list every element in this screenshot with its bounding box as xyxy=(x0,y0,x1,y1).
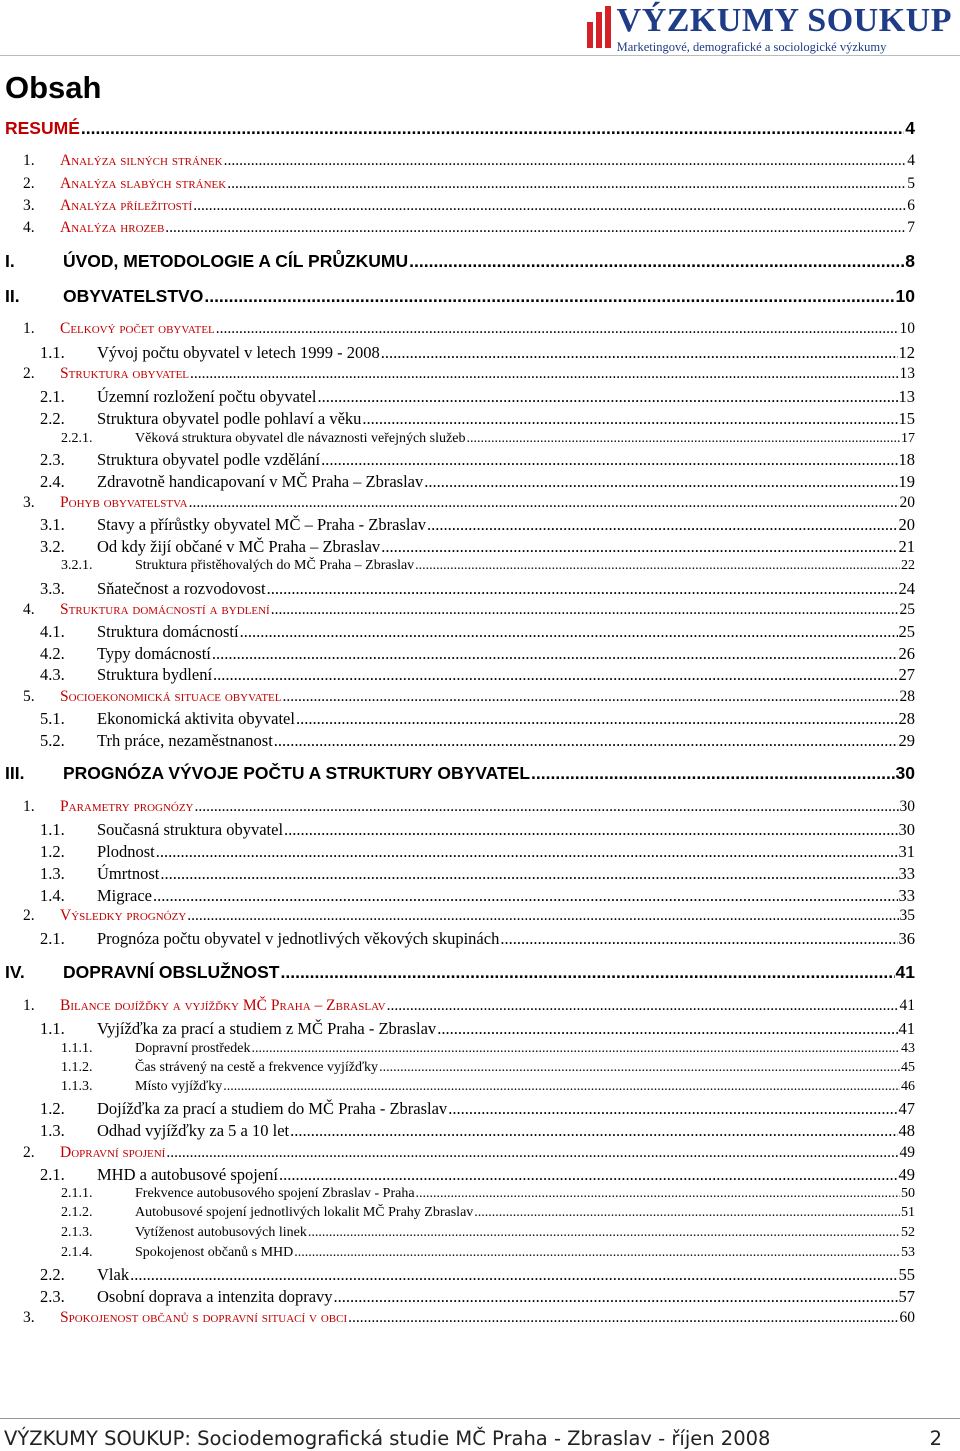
toc-entry-title: Frekvence autobusového spojení Zbraslav - Praha xyxy=(135,1186,415,1201)
toc-entry[interactable] xyxy=(0,450,915,470)
toc-entry[interactable] xyxy=(0,709,915,729)
toc-entry-number: 4. xyxy=(23,601,35,618)
toc-entry[interactable] xyxy=(0,763,915,784)
toc-entry-number: 1.1.2. xyxy=(61,1060,93,1075)
toc-entry-title: Analýza silných stránek xyxy=(60,152,223,169)
toc-entry-page: 49 xyxy=(899,1144,915,1161)
toc-dot-leader xyxy=(415,558,900,574)
toc-entry-title: ÚVOD, METODOLOGIE A CÍL PRŮZKUMU xyxy=(63,251,409,271)
toc-dot-leader xyxy=(466,431,900,447)
toc-entry-page: 53 xyxy=(901,1245,915,1260)
toc-entry-page: 17 xyxy=(901,431,915,446)
toc-entry-title: OBYVATELSTVO xyxy=(63,286,204,306)
toc-dot-leader xyxy=(531,763,895,784)
toc-entry[interactable] xyxy=(0,864,915,884)
toc-dot-leader xyxy=(308,1225,900,1241)
toc-entry-page: 46 xyxy=(901,1079,915,1094)
toc-entry-number: 3.3. xyxy=(40,579,65,598)
toc-entry-title: Vytíženost autobusových linek xyxy=(135,1225,307,1240)
toc-entry-page: 18 xyxy=(898,450,915,469)
toc-dot-leader xyxy=(156,842,898,862)
toc-dot-leader xyxy=(284,820,897,840)
toc-entry[interactable] xyxy=(0,1041,915,1057)
toc-entry-page: 25 xyxy=(899,601,915,618)
toc-entry[interactable] xyxy=(0,665,915,685)
toc-dot-leader xyxy=(448,1099,897,1119)
toc-entry-page: 51 xyxy=(901,1205,915,1220)
toc-entry-page: 7 xyxy=(907,219,915,236)
toc-entry-page: 33 xyxy=(898,886,915,905)
toc-entry[interactable] xyxy=(0,152,915,170)
toc-dot-leader xyxy=(427,515,897,535)
toc-entry-page: 47 xyxy=(898,1099,915,1118)
toc-entry-page: 10 xyxy=(899,320,915,337)
toc-entry-number: 2. xyxy=(23,907,35,924)
toc-entry-title: PROGNÓZA VÝVOJE POČTU A STRUKTURY OBYVATEL xyxy=(63,763,531,783)
toc-entry-title: Dopravní spojení xyxy=(60,1144,166,1161)
toc-dot-leader xyxy=(348,1309,898,1327)
toc-entry-page: 24 xyxy=(898,579,915,598)
toc-entry-page: 28 xyxy=(899,688,915,705)
toc-entry-title: Územní rozložení počtu obyvatel xyxy=(97,387,317,406)
toc-entry-number: 2.1.2. xyxy=(61,1205,93,1220)
toc-dot-leader xyxy=(227,175,906,193)
toc-entry[interactable] xyxy=(0,601,915,619)
toc-entry-page: 35 xyxy=(899,907,915,924)
toc-dot-leader xyxy=(296,709,898,729)
toc-entry-title: Pohyb obyvatelstva xyxy=(60,494,188,511)
toc-entry-page: 50 xyxy=(901,1186,915,1201)
toc-entry-title: Prognóza počtu obyvatel v jednotlivých věkových skupinách xyxy=(97,929,500,948)
toc-entry-number: 3. xyxy=(23,1309,35,1326)
toc-entry-page: 25 xyxy=(898,622,915,641)
toc-entry-title: Struktura obyvatel xyxy=(60,365,190,382)
toc-entry-title: Struktura obyvatel podle pohlaví a věku xyxy=(97,409,362,428)
toc-dot-leader xyxy=(195,798,899,816)
toc-entry[interactable] xyxy=(0,842,915,862)
toc-entry-title: Analýza slabých stránek xyxy=(60,175,227,192)
toc-dot-leader xyxy=(216,320,899,338)
toc-entry-page: 41 xyxy=(895,962,915,982)
toc-dot-leader xyxy=(387,997,899,1015)
logo-subtitle: Marketingové, demografické a sociologické výzkumy xyxy=(616,40,887,54)
toc-entry[interactable] xyxy=(0,1287,915,1307)
toc-entry[interactable] xyxy=(0,1099,915,1119)
toc-entry-number: 2.2.1. xyxy=(61,431,93,446)
toc-entry[interactable] xyxy=(0,558,915,574)
toc-dot-leader xyxy=(187,907,898,925)
toc-entry-number: 3.2.1. xyxy=(61,558,93,573)
toc-dot-leader xyxy=(190,365,898,383)
toc-entry-page: 41 xyxy=(898,1019,915,1038)
toc-dot-leader xyxy=(274,731,898,751)
toc-entry-page: 26 xyxy=(898,644,915,663)
toc-entry-title: Struktura bydlení xyxy=(97,665,213,684)
toc-entry-page: 57 xyxy=(898,1287,915,1306)
toc-entry-title: Spokojenost občanů s dopravní situací v obci xyxy=(60,1309,348,1326)
toc-entry-page: 30 xyxy=(898,820,915,839)
toc-entry[interactable] xyxy=(0,1225,915,1241)
toc-dot-leader xyxy=(416,1186,900,1202)
toc-entry-title: Parametry prognózy xyxy=(60,798,194,815)
toc-entry-number: III. xyxy=(5,763,25,783)
toc-entry-number: 2.1. xyxy=(40,387,65,406)
toc-entry-page: 4 xyxy=(907,152,915,169)
toc-entry-title: Sňatečnost a rozvodovost xyxy=(97,579,266,598)
toc-entry-title: Stavy a přírůstky obyvatel MČ – Praha - Zbraslav xyxy=(97,515,427,534)
toc-entry-title: Čas strávený na cestě a frekvence vyjížďky xyxy=(135,1060,379,1075)
toc-entry[interactable] xyxy=(0,962,915,983)
toc-entry[interactable] xyxy=(0,1060,915,1076)
toc-entry-number: 1.3. xyxy=(40,864,65,883)
toc-dot-leader xyxy=(240,622,898,642)
toc-entry-title: RESUMÉ xyxy=(5,118,80,138)
toc-entry-page: 20 xyxy=(899,494,915,511)
toc-entry-number: 2.1. xyxy=(40,929,65,948)
toc-entry[interactable] xyxy=(0,886,915,906)
toc-entry[interactable] xyxy=(0,286,915,307)
toc-entry-title: Zdravotně handicapovaní v MČ Praha – Zbraslav xyxy=(97,472,424,491)
toc-entry-title: Věková struktura obyvatel dle návaznosti veřejných služeb xyxy=(135,431,466,446)
toc-entry[interactable] xyxy=(0,929,915,949)
toc-entry-number: I. xyxy=(5,251,15,271)
toc-entry[interactable] xyxy=(0,431,915,447)
toc-entry[interactable] xyxy=(0,1165,915,1185)
toc-entry[interactable] xyxy=(0,1186,915,1202)
toc-entry-title: Celkový počet obyvatel xyxy=(60,320,215,337)
toc-entry[interactable] xyxy=(0,320,915,338)
toc-entry-number: 5.1. xyxy=(40,709,65,728)
toc-dot-leader xyxy=(212,644,898,664)
toc-dot-leader xyxy=(267,579,898,599)
toc-entry-page: 19 xyxy=(898,472,915,491)
toc-dot-leader xyxy=(251,1041,900,1057)
toc-entry[interactable] xyxy=(0,118,915,139)
toc-entry-page: 6 xyxy=(907,197,915,214)
toc-entry-number: 2.2. xyxy=(40,409,65,428)
toc-entry-page: 43 xyxy=(901,1041,915,1056)
toc-entry[interactable] xyxy=(0,798,915,816)
toc-entry-page: 29 xyxy=(898,731,915,750)
toc-entry-number: 4.1. xyxy=(40,622,65,641)
toc-entry-number: 1.1. xyxy=(40,343,65,362)
toc-entry-number: 1. xyxy=(23,798,35,815)
page-footer xyxy=(4,1427,942,1450)
toc-entry-number: 5. xyxy=(23,688,35,705)
toc-dot-leader xyxy=(381,537,897,557)
toc-dot-leader xyxy=(321,450,897,470)
toc-dot-leader xyxy=(81,118,904,139)
toc-entry-page: 30 xyxy=(899,798,915,815)
toc-entry-title: Současná struktura obyvatel xyxy=(97,820,284,839)
toc-entry-number: 1. xyxy=(23,997,35,1014)
toc-dot-leader xyxy=(437,1019,897,1039)
toc-entry-number: 2. xyxy=(23,365,35,382)
toc-entry-page: 41 xyxy=(899,997,915,1014)
toc-entry-number: 2.1.4. xyxy=(61,1245,93,1260)
toc-entry-page: 4 xyxy=(905,118,915,138)
toc-entry-page: 13 xyxy=(898,387,915,406)
toc-entry-title: Dojížďka za prací a studiem do MČ Praha - Zbraslav xyxy=(97,1099,448,1118)
toc-entry-number: 3. xyxy=(23,494,35,511)
toc-entry-number: 5.2. xyxy=(40,731,65,750)
toc-entry-title: Migrace xyxy=(97,886,152,905)
toc-entry[interactable] xyxy=(0,1309,915,1327)
toc-entry-number: 2.3. xyxy=(40,1287,65,1306)
toc-dot-leader xyxy=(317,387,897,407)
toc-entry-number: 4.3. xyxy=(40,665,65,684)
toc-entry[interactable] xyxy=(0,644,915,664)
toc-entry-number: 3.1. xyxy=(40,515,65,534)
toc-entry-title: Vlak xyxy=(97,1265,130,1284)
toc-entry[interactable] xyxy=(0,251,915,272)
toc-dot-leader xyxy=(130,1265,897,1285)
toc-dot-leader xyxy=(165,219,906,237)
toc-dot-leader xyxy=(283,688,899,706)
toc-entry-number: 1.1. xyxy=(40,1019,65,1038)
toc-entry-title: Struktura obyvatel podle vzdělání xyxy=(97,450,321,469)
toc-dot-leader xyxy=(279,1165,897,1185)
toc-dot-leader xyxy=(474,1205,900,1221)
toc-entry-title: Od kdy žijí občané v MČ Praha – Zbraslav xyxy=(97,537,381,556)
toc-entry-page: 45 xyxy=(901,1060,915,1075)
toc-entry-title: Spokojenost občanů s MHD xyxy=(135,1245,294,1260)
toc-entry-page: 13 xyxy=(899,365,915,382)
toc-dot-leader xyxy=(193,197,906,215)
toc-dot-leader xyxy=(290,1121,897,1141)
toc-entry-title: Struktura domácností xyxy=(97,622,239,641)
toc-entry-number: 1. xyxy=(23,152,35,169)
toc-entry[interactable] xyxy=(0,1121,915,1141)
toc-entry-number: 4.2. xyxy=(40,644,65,663)
toc-dot-leader xyxy=(381,343,898,363)
toc-entry-number: 2. xyxy=(23,175,35,192)
toc-entry-title: Autobusové spojení jednotlivých lokalit MČ Prahy Zbraslav xyxy=(135,1205,474,1220)
toc-dot-leader xyxy=(379,1060,900,1076)
toc-entry-number: 2.2. xyxy=(40,1265,65,1284)
toc-entry-page: 5 xyxy=(907,175,915,192)
toc-entry-number: 2.1.3. xyxy=(61,1225,93,1240)
toc-dot-leader xyxy=(223,1079,900,1095)
toc-entry[interactable] xyxy=(0,1019,915,1039)
logo-title: VÝZKUMY SOUKUP xyxy=(616,2,952,39)
toc-entry-title: Trh práce, nezaměstnanost xyxy=(97,731,273,750)
toc-entry[interactable] xyxy=(0,472,915,492)
toc-entry[interactable] xyxy=(0,579,915,599)
toc-entry[interactable] xyxy=(0,1265,915,1285)
toc-entry-title: Struktura přistěhovalých do MČ Praha – Zbraslav xyxy=(135,558,415,573)
toc-entry-number: 4. xyxy=(23,219,35,236)
toc-entry[interactable] xyxy=(0,343,915,363)
toc-entry-title: Analýza příležitostí xyxy=(60,197,193,214)
toc-entry-title: Dopravní prostředek xyxy=(135,1041,251,1056)
toc-entry-number: 1.3. xyxy=(40,1121,65,1140)
toc-entry-page: 52 xyxy=(901,1225,915,1240)
toc-dot-leader xyxy=(281,962,895,983)
footer-divider xyxy=(0,1418,960,1419)
toc-entry-title: Struktura domácností a bydlení xyxy=(60,601,270,618)
toc-entry-page: 31 xyxy=(898,842,915,861)
toc-entry-number: 1.2. xyxy=(40,842,65,861)
toc-entry-page: 55 xyxy=(898,1265,915,1284)
toc-entry[interactable] xyxy=(0,515,915,535)
toc-dot-leader xyxy=(362,409,897,429)
toc-entry[interactable] xyxy=(0,731,915,751)
toc-entry-title: Typy domácností xyxy=(97,644,211,663)
toc-entry-page: 30 xyxy=(895,763,915,783)
toc-entry-page: 28 xyxy=(898,709,915,728)
toc-entry-page: 22 xyxy=(901,558,915,573)
toc-entry[interactable] xyxy=(0,622,915,642)
toc-dot-leader xyxy=(424,472,897,492)
toc-entry-page: 20 xyxy=(898,515,915,534)
toc-entry-title: Plodnost xyxy=(97,842,155,861)
toc-entry-number: 2.3. xyxy=(40,450,65,469)
toc-entry[interactable] xyxy=(0,1205,915,1221)
toc-entry-title: Odhad vyjížďky za 5 a 10 let xyxy=(97,1121,290,1140)
toc-dot-leader xyxy=(334,1287,898,1307)
toc-entry-number: 3. xyxy=(23,197,35,214)
toc-entry-number: 2. xyxy=(23,1144,35,1161)
toc-entry[interactable] xyxy=(0,537,915,557)
toc-entry[interactable] xyxy=(0,1245,915,1261)
toc-entry-page: 8 xyxy=(905,251,915,271)
toc-entry[interactable] xyxy=(0,409,915,429)
toc-entry-page: 21 xyxy=(898,537,915,556)
toc-entry-title: DOPRAVNÍ OBSLUŽNOST xyxy=(63,962,280,982)
toc-dot-leader xyxy=(271,601,899,619)
toc-entry[interactable] xyxy=(0,365,915,383)
page-title: Obsah xyxy=(5,70,102,105)
toc-entry-page: 27 xyxy=(898,665,915,684)
toc-dot-leader xyxy=(224,152,907,170)
toc-entry-title: Bilance dojížďky a vyjížďky MČ Praha – Zbraslav xyxy=(60,997,386,1014)
toc-entry-title: Socioekonomická situace obyvatel xyxy=(60,688,282,705)
toc-entry-title: Vývoj počtu obyvatel v letech 1999 - 2008 xyxy=(97,343,380,362)
toc-entry[interactable] xyxy=(0,820,915,840)
toc-entry-number: 1.1.3. xyxy=(61,1079,93,1094)
toc-entry-number: IV. xyxy=(5,962,25,982)
toc-entry-number: 1.2. xyxy=(40,1099,65,1118)
toc-dot-leader xyxy=(409,251,904,272)
toc-entry-title: MHD a autobusové spojení xyxy=(97,1165,279,1184)
toc-entry-title: Analýza hrozeb xyxy=(60,219,165,236)
toc-entry-number: II. xyxy=(5,286,20,306)
toc-entry-page: 10 xyxy=(895,286,915,306)
toc-entry[interactable] xyxy=(0,688,915,706)
toc-entry-page: 48 xyxy=(898,1121,915,1140)
toc-entry-page: 49 xyxy=(898,1165,915,1184)
toc-entry-number: 2.4. xyxy=(40,472,65,491)
toc-dot-leader xyxy=(500,929,897,949)
toc-dot-leader xyxy=(204,286,894,307)
toc-entry[interactable] xyxy=(0,907,915,925)
toc-entry-number: 2.1. xyxy=(40,1165,65,1184)
toc-dot-leader xyxy=(294,1245,900,1261)
toc-entry-page: 12 xyxy=(898,343,915,362)
toc-dot-leader xyxy=(160,864,897,884)
toc-entry-number: 1.4. xyxy=(40,886,65,905)
footer-text: VÝZKUMY SOUKUP: Sociodemografická studie MČ Praha - Zbraslav - říjen 2008 xyxy=(4,1427,771,1450)
toc-entry-title: Ekonomická aktivita obyvatel xyxy=(97,709,295,728)
toc-entry-number: 1.1. xyxy=(40,820,65,839)
toc-entry-page: 15 xyxy=(898,409,915,428)
toc-entry[interactable] xyxy=(0,494,915,512)
toc-dot-leader xyxy=(213,665,897,685)
toc-entry-title: Úmrtnost xyxy=(97,864,160,883)
toc-dot-leader xyxy=(189,494,899,512)
toc-entry[interactable] xyxy=(0,997,915,1015)
toc-entry-page: 33 xyxy=(898,864,915,883)
toc-entry-title: Výsledky prognózy xyxy=(60,907,187,924)
toc-entry[interactable] xyxy=(0,197,915,215)
toc-entry[interactable] xyxy=(0,1144,915,1162)
toc-entry-title: Místo vyjížďky xyxy=(135,1079,223,1094)
toc-entry-number: 1. xyxy=(23,320,35,337)
toc-dot-leader xyxy=(166,1144,898,1162)
toc-entry[interactable] xyxy=(0,175,915,193)
toc-entry-title: Osobní doprava a intenzita dopravy xyxy=(97,1287,333,1306)
toc-dot-leader xyxy=(153,886,898,906)
toc-entry-title: Vyjížďka za prací a studiem z MČ Praha - Zbraslav xyxy=(97,1019,437,1038)
toc-entry[interactable] xyxy=(0,1079,915,1095)
toc-entry-page: 60 xyxy=(899,1309,915,1326)
toc-entry[interactable] xyxy=(0,219,915,237)
toc-entry-number: 2.1.1. xyxy=(61,1186,93,1201)
toc-entry-number: 3.2. xyxy=(40,537,65,556)
toc-entry-number: 1.1.1. xyxy=(61,1041,93,1056)
page-number: 2 xyxy=(929,1427,942,1450)
toc-entry[interactable] xyxy=(0,387,915,407)
toc-entry-page: 36 xyxy=(898,929,915,948)
